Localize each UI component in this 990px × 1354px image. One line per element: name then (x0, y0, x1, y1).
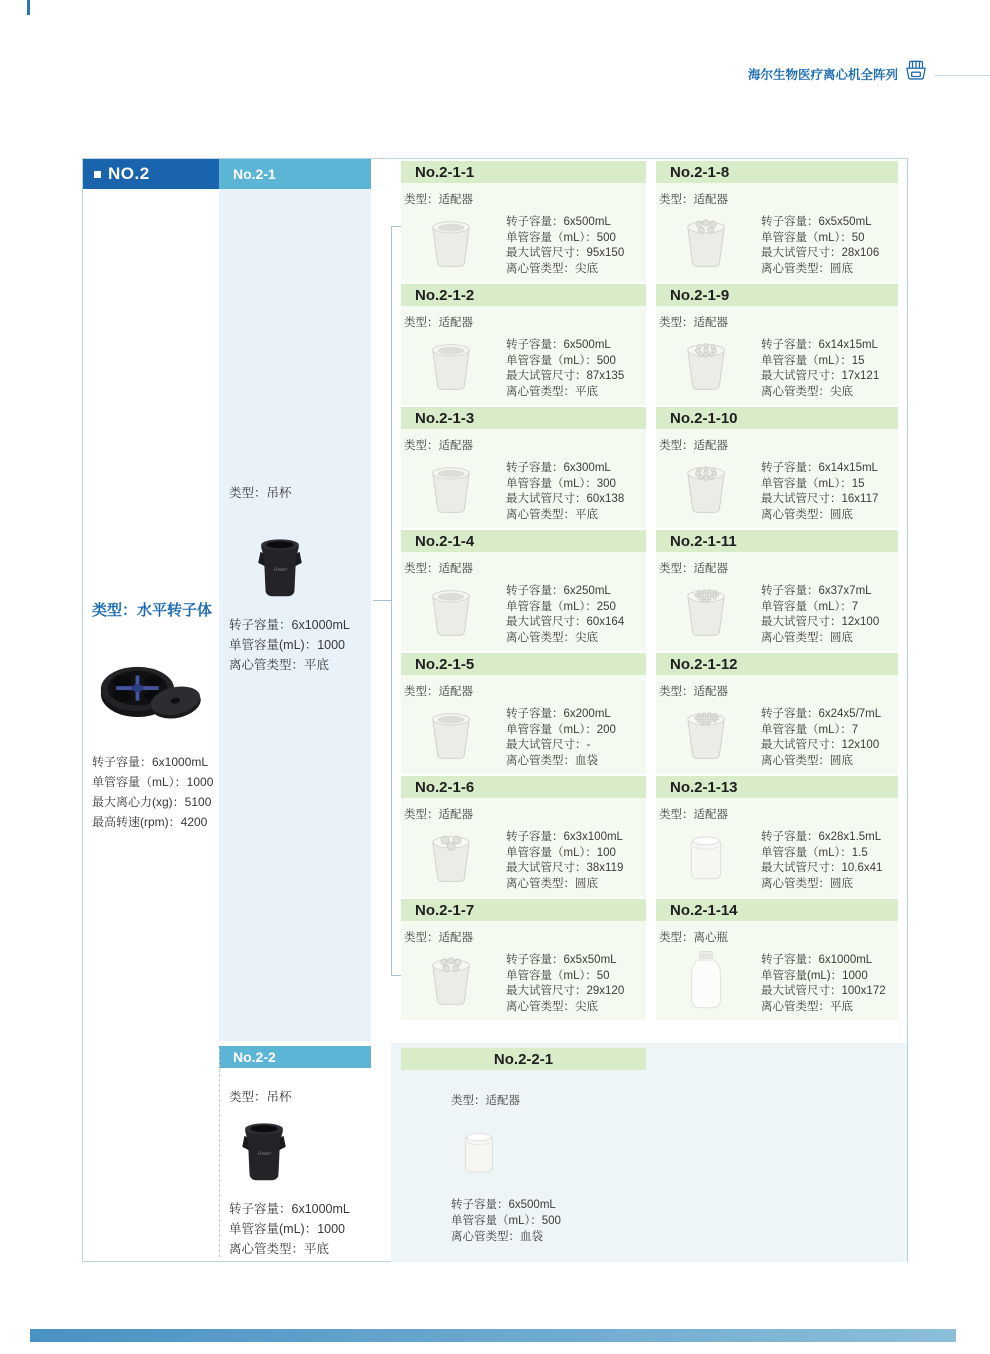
adapter-card-title (401, 407, 646, 429)
adapter-card (401, 899, 646, 1020)
header-rule (934, 75, 990, 76)
adapter221-type-label: 类型：适配器 (451, 1095, 520, 1107)
adapter-card-title (656, 284, 898, 306)
adapter-id: No.2-1-1 (415, 163, 475, 181)
adapter-id: No.2-1-5 (415, 655, 475, 673)
spec-line: 单管容量（mL）：7 (761, 723, 859, 736)
adapter-specs (761, 338, 879, 400)
adapter-card-body (656, 798, 898, 897)
spec-line: 最大试管尺寸：10.6x41 (761, 862, 883, 874)
adapter-cup-image (680, 457, 732, 519)
spec-line: 离心管类型：圆底 (761, 262, 853, 275)
spec-line: 转子容量：6x37x7mL (761, 585, 872, 597)
adapter-cup-image (680, 703, 732, 765)
spec-line: 转子容量：6x14x15mL (761, 462, 878, 474)
spec-line: 转子容量：6x250mL (506, 585, 611, 597)
spec-line: 转子容量：6x1000mL (229, 618, 350, 632)
spec-line: 单管容量（mL）：15 (761, 477, 865, 490)
bucket1-specs (229, 615, 350, 675)
catalog-panel (82, 158, 908, 1262)
adapter-cup-image (680, 826, 732, 888)
adapter-card-body (401, 552, 646, 651)
adapter-card (401, 407, 646, 528)
spec-line: 转子容量：6x24x5/7mL (761, 708, 882, 720)
spec-line: 单管容量（mL）：50 (506, 969, 610, 982)
adapter-card (656, 530, 898, 651)
adapter-specs (506, 584, 624, 646)
adapter-type-label: 类型：适配器 (404, 686, 473, 698)
adapter-card (656, 284, 898, 405)
adapter221-section-header (401, 1048, 646, 1070)
spec-line: 转子容量：6x28x1.5mL (761, 831, 882, 843)
adapter-type-label: 类型：离心瓶 (659, 932, 728, 944)
centrifuge-icon (903, 58, 929, 82)
spec-line: 单管容量（mL）：50 (761, 231, 865, 244)
spec-line: 单管容量(mL)：1000 (229, 638, 345, 652)
adapter-type-label: 类型：适配器 (659, 563, 728, 575)
adapter-card-body (401, 921, 646, 1020)
adapter-cup-image (425, 580, 477, 642)
footer-bar (30, 1329, 956, 1342)
adapter-card-title (401, 899, 646, 921)
adapter-card (401, 530, 646, 651)
adapter221-specs (451, 1197, 561, 1245)
adapter-card-title (656, 407, 898, 429)
spec-line: 最大离心力(xg)：5100 (92, 795, 212, 809)
adapter-type-label: 类型：适配器 (659, 440, 728, 452)
adapter-cup-image (425, 457, 477, 519)
spec-line: 离心管类型：平底 (761, 1000, 853, 1013)
spec-line: 最大试管尺寸：16x117 (761, 493, 879, 505)
spec-line: 转子容量：6x500mL (506, 339, 611, 351)
spec-line: 离心管类型：平底 (229, 1242, 330, 1256)
svg-text:Haier: Haier (257, 1150, 272, 1157)
adapter-specs (761, 215, 879, 277)
adapter-specs (761, 461, 878, 523)
svg-text:Haier: Haier (273, 566, 288, 573)
adapter-card (401, 284, 646, 405)
spec-line: 最大试管尺寸：17x121 (761, 370, 880, 382)
adapter-specs (761, 584, 879, 646)
bucket2-type-label: 类型：吊杯 (229, 1090, 292, 1104)
spec-line: 离心管类型：尖底 (506, 262, 598, 275)
connector-tick (391, 226, 401, 227)
section-divider-dashed (219, 1049, 220, 1257)
adapter-card-body (656, 429, 898, 528)
adapter-card-body (401, 675, 646, 774)
connector-tick (373, 600, 391, 601)
rotor-id: NO.2 (108, 164, 150, 183)
adapter-card-body (656, 306, 898, 405)
bucket2-specs (229, 1199, 350, 1259)
spec-line: 离心管类型：尖底 (761, 385, 853, 398)
adapter-type-label: 类型：适配器 (404, 440, 473, 452)
page-header-title: 海尔生物医疗离心机全阵列 (747, 68, 898, 82)
spec-line: 离心管类型：平底 (506, 385, 598, 398)
spec-line: 最大试管尺寸：100x172 (761, 985, 886, 997)
spec-line: 单管容量（mL）：1.5 (761, 846, 868, 859)
spec-line: 单管容量(mL)：1000 (229, 1222, 345, 1236)
adapter-id: No.2-1-11 (670, 532, 737, 550)
spec-line: 离心管类型：平底 (229, 658, 330, 672)
adapter-card (656, 407, 898, 528)
bucket1-section-header (219, 159, 371, 189)
adapter-card (656, 776, 898, 897)
spec-line: 离心管类型：血袋 (451, 1231, 543, 1243)
adapter-card-body (656, 552, 898, 651)
spec-line: 单管容量（mL）：500 (506, 354, 616, 367)
spec-line: 离心管类型：圆底 (761, 877, 853, 890)
spec-line: 最大试管尺寸：28x106 (761, 247, 880, 259)
spec-line: 单管容量（mL）：300 (506, 477, 616, 490)
adapter-card-title (401, 161, 646, 183)
spec-line: 最高转速(rpm)：4200 (92, 815, 208, 829)
spec-line: 离心管类型：尖底 (506, 1000, 598, 1013)
spec-line: 最大试管尺寸：38x119 (506, 862, 624, 874)
adapter-specs (506, 953, 624, 1015)
adapter-id: No.2-1-3 (415, 409, 475, 427)
adapter-card-title (656, 776, 898, 798)
adapter-type-label: 类型：适配器 (404, 317, 473, 329)
adapter-id: No.2-1-2 (415, 286, 475, 304)
connector-tick (391, 975, 401, 976)
spec-line: 单管容量（mL）：100 (506, 846, 616, 859)
adapter-card-title (401, 653, 646, 675)
adapter-cup-image (680, 334, 732, 396)
adapter-card-title (401, 776, 646, 798)
adapter-id: No.2-1-6 (415, 778, 475, 796)
bucket2-id: No.2-2 (233, 1049, 276, 1065)
spec-line: 单管容量（mL）：500 (451, 1215, 561, 1227)
adapter-card (401, 161, 646, 282)
adapter-specs (506, 707, 616, 769)
page-corner-mark (27, 0, 30, 15)
spec-line: 转子容量：6x500mL (451, 1199, 556, 1211)
adapter-card-body (656, 675, 898, 774)
spec-line: 单管容量（mL）：250 (506, 600, 616, 613)
spec-line: 转子容量：6x3x100mL (506, 831, 623, 843)
adapter-card (656, 653, 898, 774)
adapter-card-body (656, 921, 898, 1020)
adapter-type-label: 类型：适配器 (659, 686, 728, 698)
spec-line: 转子容量：6x1000mL (92, 755, 209, 769)
spec-line: 最大试管尺寸：87x135 (506, 370, 625, 382)
adapter-card-body (401, 306, 646, 405)
adapter-specs (761, 707, 881, 769)
adapter-card (401, 653, 646, 774)
adapter-id: No.2-1-13 (670, 778, 738, 796)
spec-line: 离心管类型：圆底 (761, 631, 853, 644)
spec-line: 最大试管尺寸：95x150 (506, 247, 625, 259)
spec-line: 离心管类型：圆底 (506, 877, 598, 890)
spec-line: 最大试管尺寸：12x100 (761, 616, 880, 628)
adapter-type-label: 类型：适配器 (659, 194, 728, 206)
adapter-cup-image (425, 211, 477, 273)
adapter-id: No.2-1-8 (670, 163, 730, 181)
adapter-card-title (401, 284, 646, 306)
spec-line: 转子容量：6x14x15mL (761, 339, 878, 351)
connector-line (391, 226, 392, 976)
adapter-card-body (401, 183, 646, 282)
spec-line: 最大试管尺寸：60x138 (506, 493, 625, 505)
bucket2-image (235, 1117, 293, 1187)
adapter-cup-image (425, 949, 477, 1011)
spec-line: 单管容量(mL)：1000 (761, 969, 868, 982)
adapter-cup-image (425, 334, 477, 396)
spec-line: 转子容量：6x1000mL (229, 1202, 350, 1216)
spec-line: 转子容量：6x500mL (506, 216, 611, 228)
spec-line: 单管容量（mL）：200 (506, 723, 616, 736)
adapter-card (401, 776, 646, 897)
spec-line: 转子容量：6x200mL (506, 708, 611, 720)
adapter-card-title (656, 899, 898, 921)
adapter-id: No.2-1-4 (415, 532, 475, 550)
spec-line: 转子容量：6x1000mL (761, 954, 873, 966)
adapter-specs (506, 830, 623, 892)
adapter221-id: No.2-2-1 (493, 1050, 554, 1068)
adapter-card-title (656, 530, 898, 552)
spec-line: 单管容量（mL）：7 (761, 600, 859, 613)
adapter221-cup-image (455, 1121, 503, 1183)
adapter-card-body (401, 429, 646, 528)
spec-line: 单管容量（mL）：500 (506, 231, 616, 244)
adapter-card-body (656, 183, 898, 282)
spec-line: 最大试管尺寸：60x164 (506, 616, 625, 628)
spec-line: 最大试管尺寸：12x100 (761, 739, 880, 751)
spec-line: 离心管类型：圆底 (761, 754, 853, 767)
spec-line: 转子容量：6x300mL (506, 462, 611, 474)
bucket2-section-header (219, 1046, 371, 1068)
adapter-card (656, 899, 898, 1020)
spec-line: 离心管类型：尖底 (506, 631, 598, 644)
adapter-cup-image (680, 211, 732, 273)
adapter-id: No.2-1-12 (670, 655, 738, 673)
spec-line: 离心管类型：血袋 (506, 754, 598, 767)
horizontal-rotor-image (97, 651, 203, 729)
adapter-type-label: 类型：适配器 (659, 317, 728, 329)
spec-line: 转子容量：6x5x50mL (506, 954, 617, 966)
spec-line: 转子容量：6x5x50mL (761, 216, 872, 228)
bucket1-type-label: 类型：吊杯 (229, 486, 292, 500)
bullet-square-icon (94, 171, 101, 178)
bottle-image (680, 949, 732, 1011)
spec-line: 最大试管尺寸：29x120 (506, 985, 625, 997)
adapter-card-title (401, 530, 646, 552)
spec-line: 单管容量（mL）：1000 (92, 775, 214, 789)
adapter-id: No.2-1-10 (670, 409, 738, 427)
adapter-type-label: 类型：适配器 (404, 194, 473, 206)
rotor-specs (92, 752, 213, 832)
adapter-id: No.2-1-9 (670, 286, 730, 304)
rotor-section-header (83, 159, 219, 189)
adapter-type-label: 类型：适配器 (404, 563, 473, 575)
adapter-id: No.2-1-14 (670, 901, 738, 919)
adapter-card-title (656, 653, 898, 675)
spec-line: 离心管类型：圆底 (761, 508, 853, 521)
adapter-cup-image (680, 580, 732, 642)
adapter-cup-image (425, 703, 477, 765)
bucket1-image (251, 533, 309, 603)
spec-line: 离心管类型：平底 (506, 508, 598, 521)
adapter-card (656, 161, 898, 282)
adapter-specs (506, 215, 624, 277)
spec-line: 最大试管尺寸：- (506, 739, 591, 751)
adapter-specs (761, 953, 886, 1015)
adapter-card-body (401, 798, 646, 897)
adapter-id: No.2-1-7 (415, 901, 475, 919)
adapter-cup-image (425, 826, 477, 888)
adapter-specs (506, 461, 624, 523)
bucket1-id: No.2-1 (233, 166, 276, 182)
adapter-card-title (656, 161, 898, 183)
adapter-type-label: 类型：适配器 (404, 809, 473, 821)
rotor-type-label: 类型：水平转子体 (92, 602, 213, 619)
spec-line: 单管容量（mL）：15 (761, 354, 865, 367)
adapter-specs (761, 830, 882, 892)
adapter-type-label: 类型：适配器 (404, 932, 473, 944)
adapter-type-label: 类型：适配器 (659, 809, 728, 821)
adapter-specs (506, 338, 624, 400)
